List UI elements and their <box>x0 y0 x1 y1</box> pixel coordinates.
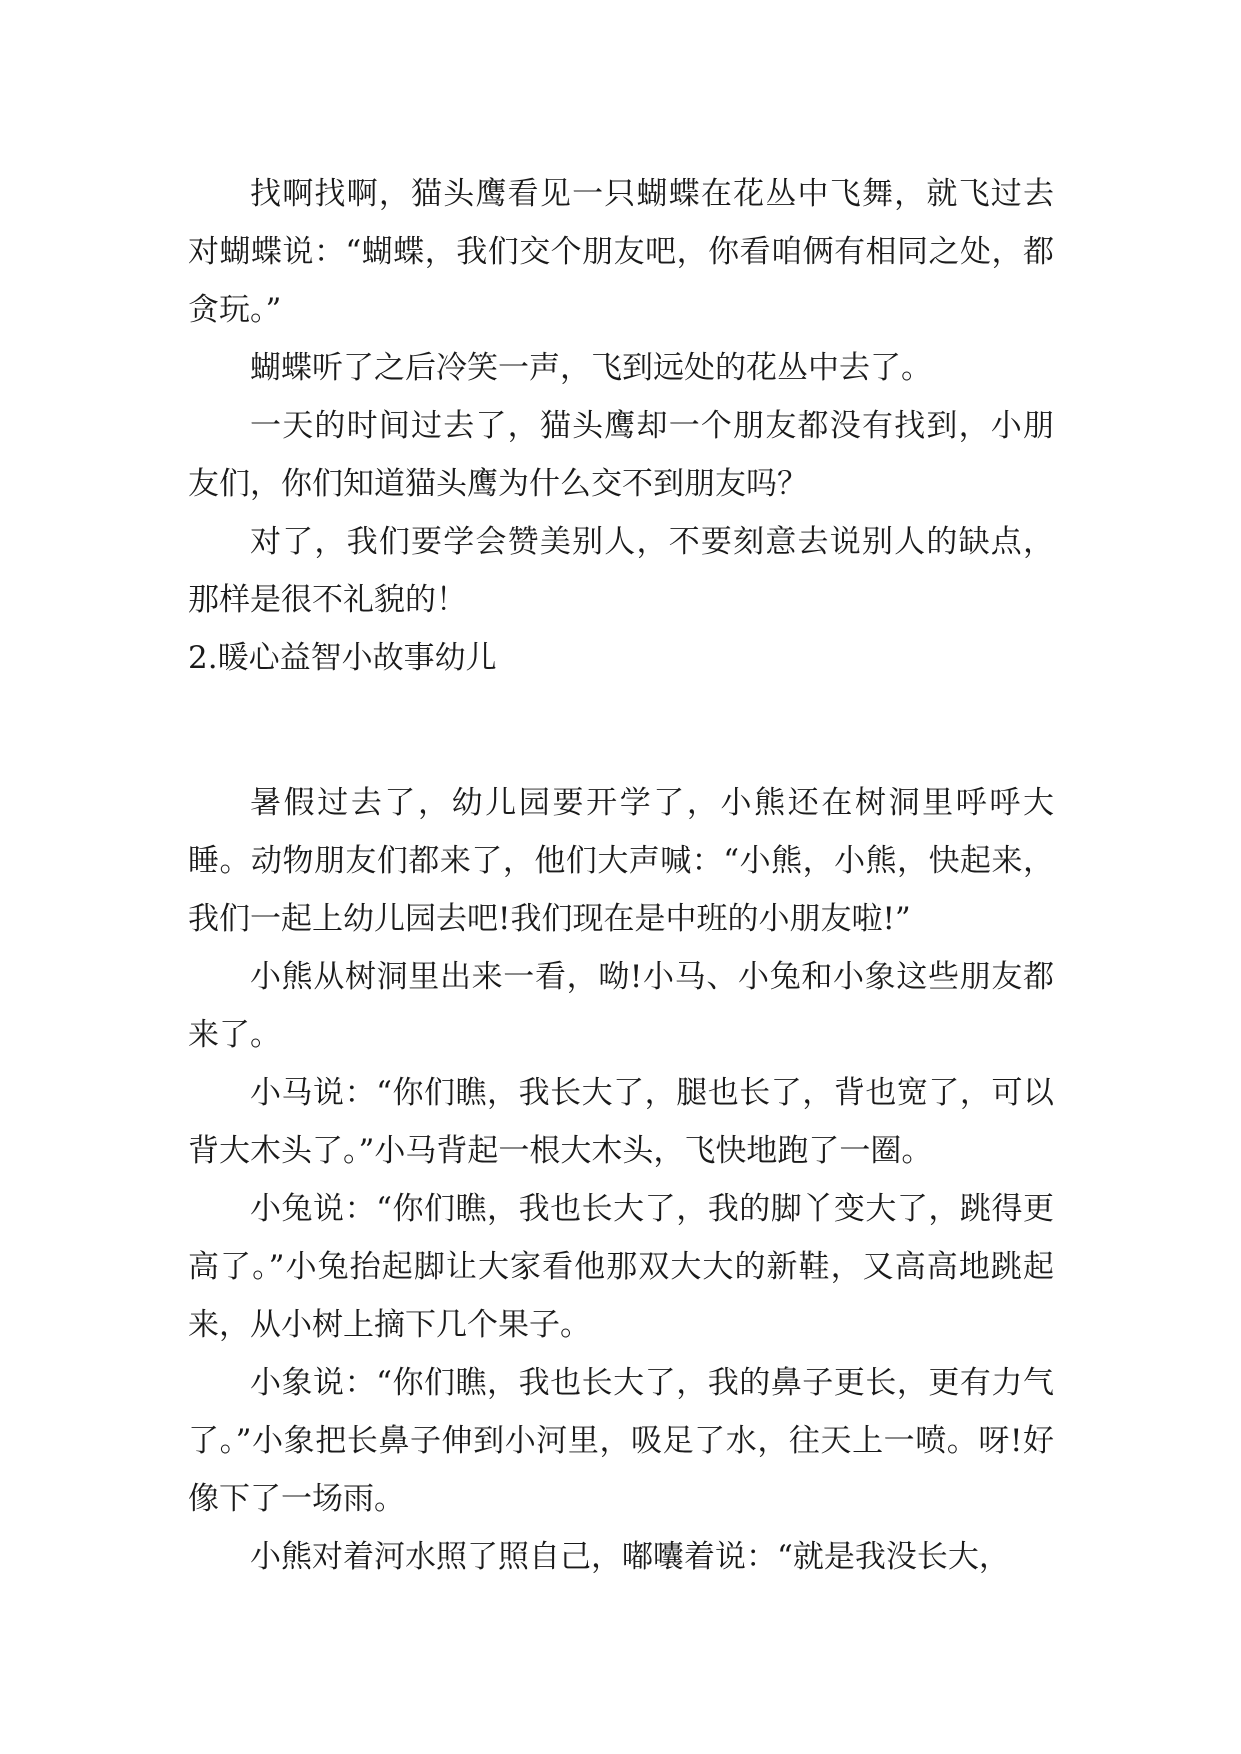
story-paragraph: 对了，我们要学会赞美别人，不要刻意去说别人的缺点，那样是很不礼貌的！ <box>188 524 1054 618</box>
story-paragraph: 一天的时间过去了，猫头鹰却一个朋友都没有找到，小朋友们，你们知道猫头鹰为什么交不到朋友吗？ <box>188 408 1054 502</box>
story-paragraph: 小熊对着河水照了照自己，嘟囔着说：“就是我没长大， <box>250 1539 1010 1575</box>
story-paragraph: 蝴蝶听了之后冷笑一声，飞到远处的花丛中去了。 <box>250 350 932 386</box>
document-body <box>188 165 1054 1586</box>
story-paragraph: 小马说：“你们瞧，我长大了，腿也长了，背也宽了，可以背大木头了。”小马背起一根大木头，飞快地跑了一圈。 <box>188 1075 1054 1169</box>
story-paragraph: 暑假过去了，幼儿园要开学了，小熊还在树洞里呼呼大睡。动物朋友们都来了，他们大声喊：“小熊，小熊，快起来，我们一起上幼儿园去吧!我们现在是中班的小朋友啦!” <box>188 785 1054 937</box>
story-paragraph: 找啊找啊，猫头鹰看见一只蝴蝶在花丛中飞舞，就飞过去对蝴蝶说：“蝴蝶，我们交个朋友吧，你看咱俩有相同之处，都贪玩。” <box>188 176 1054 328</box>
section-heading: 2.暖心益智小故事幼儿 <box>188 640 497 676</box>
story-paragraph: 小象说：“你们瞧，我也长大了，我的鼻子更长，更有力气了。”小象把长鼻子伸到小河里，吸足了水，往天上一喷。呀!好像下了一场雨。 <box>188 1365 1054 1517</box>
story-paragraph: 小兔说：“你们瞧，我也长大了，我的脚丫变大了，跳得更高了。”小兔抬起脚让大家看他那双大大的新鞋，又高高地跳起来，从小树上摘下几个果子。 <box>188 1191 1054 1343</box>
story-paragraph: 小熊从树洞里出来一看，呦!小马、小兔和小象这些朋友都来了。 <box>188 959 1054 1053</box>
